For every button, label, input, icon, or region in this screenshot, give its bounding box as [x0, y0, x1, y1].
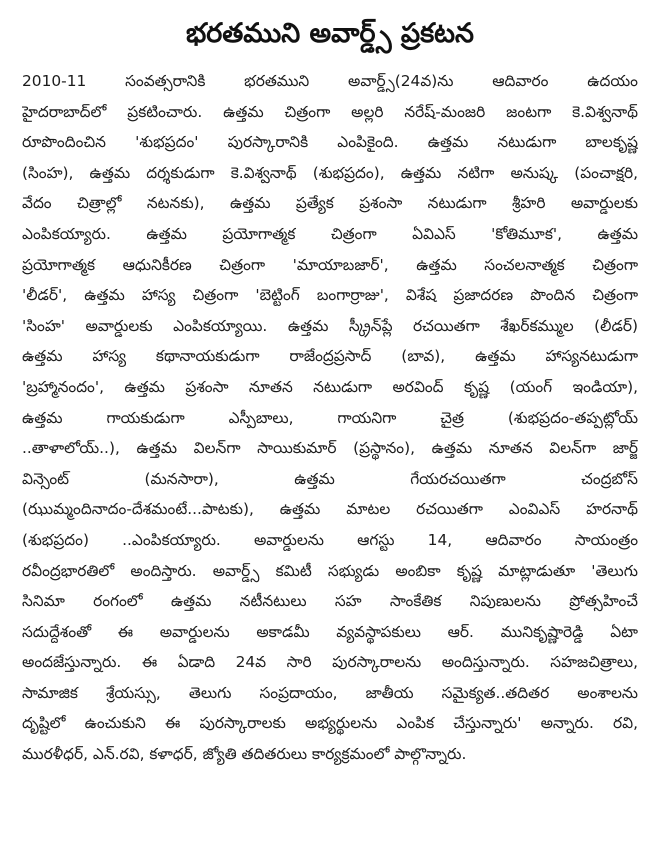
article-line: హైదరాబాద్‌లో ప్రకటించారు. ఉత్తమ చిత్రంగా అల్లరి నరేష్-మంజరి జంటగా కె.విశ్వనాథ్	[22, 102, 638, 121]
article-line: ఉత్తమ గాయకుడుగా ఎస్పీబాలు, గాయనిగా చైత్ర (శుభప్రదం-తప్పట్లోయ్	[22, 408, 638, 427]
article-line: ప్రయోగాత్మక ఆధునికీరణ చిత్రంగా 'మాయాబజార్', ఉత్తమ సంచలనాత్మక చిత్రంగా	[22, 255, 638, 274]
article-line: ఎంపికయ్యారు. ఉత్తమ ప్రయోగాత్మక చిత్రంగా ఏవిఎస్ 'కోతిమూక', ఉత్తమ	[22, 224, 638, 243]
article-line: (శుభప్రదం) ..ఎంపికయ్యారు. అవార్డులను ఆగస్టు 14, ఆదివారం సాయంత్రం	[22, 530, 638, 549]
article-line: 'బ్రహ్మానందం', ఉత్తమ ప్రశంసా నూతన నటుడుగా అరవింద్ కృష్ణ (యంగ్ ఇండియా),	[22, 377, 638, 396]
article-line: సినిమా రంగంలో ఉత్తమ నటీనటులు సహ సాంకేతిక నిపుణులను ప్రోత్సహించే	[22, 592, 638, 611]
article-line: విన్సెంట్ (మనసారా), ఉత్తమ గేయరచయితగా చంద్రబోస్	[22, 469, 638, 488]
article-line: సామాజిక శ్రేయస్సు, తెలుగు సంప్రదాయం, జాతీయ సమైక్యత..తదితర అంశాలను	[22, 683, 638, 702]
article-line: రూపొందించిన 'శుభప్రదం' పురస్కారానికి ఎంపికైంది. ఉత్తమ నటుడుగా బాలకృష్ణ	[22, 133, 638, 152]
article-line: దృష్టిలో ఉంచుకుని ఈ పురస్కారాలకు అభ్యర్థులను ఎంపిక చేస్తున్నారు' అన్నారు. రవి,	[22, 714, 638, 733]
article-line: ఉత్తమ హాస్య కథానాయకుడుగా రాజేంద్రప్రసాద్ (బావ), ఉత్తమ హాస్యనటుడుగా	[22, 347, 638, 366]
article-body	[22, 66, 638, 770]
article-line: సదుద్దేశంతో ఈ అవార్డులను అకాడమీ వ్యవస్థాపకులు ఆర్. మునికృష్ణారెడ్డి ఏటా	[22, 622, 638, 641]
article-line: అందజేస్తున్నారు. ఈ ఏడాది 24వ సారి పురస్కారాలను అందిస్తున్నారు. సహజచిత్రాలు,	[22, 653, 638, 672]
article-line: (సింహ), ఉత్తమ దర్శకుడుగా కె.విశ్వనాథ్ (శుభప్రదం), ఉత్తమ నటిగా అనుష్క (పంచాక్షరి,	[22, 163, 638, 182]
article-line: 'సింహ' అవార్డులకు ఎంపికయ్యాయి. ఉత్తమ స్క్రీన్‌ప్లే రచయితగా శేఖర్‌కమ్ముల (లీడర్)	[22, 316, 638, 335]
article-line: 'లీడర్', ఉత్తమ హాస్య చిత్రంగా 'బెట్టింగ్ బంగార్రాజు', విశేష ప్రజాదరణ పొందిన చిత్రంగా	[22, 286, 638, 305]
article-headline: భరతముని అవార్డ్స్ ప్రకటన	[186, 18, 474, 49]
article-line: 2010-11 సంవత్సరానికి భరతముని అవార్డ్స్(24వ)ను ఆదివారం ఉదయం	[22, 72, 638, 90]
article-line: (ఝుమ్మందినాదం-దేశమంటే...పాటకు), ఉత్తమ మాటల రచయితగా ఎంవిఎస్ హరనాథ్	[22, 500, 638, 519]
article-line: మురళీధర్, ఎన్.రవి, కళాధర్, జ్యోతి తదితరులు కార్యక్రమంలో పాల్గొన్నారు.	[22, 745, 467, 764]
article-line: రవీంద్రభారతిలో అందిస్తారు. అవార్డ్స్ కమిటీ సభ్యుడు అంబికా కృష్ణ మాట్లాడుతూ 'తెలుగు	[22, 561, 638, 580]
article-line: ..తాళాలోయ్..), ఉత్తమ విలన్‌గా సాయికుమార్ (ప్రస్థానం), ఉత్తమ నూతన విలన్‌గా జార్జ్	[22, 439, 638, 458]
article-line: వేదం చిత్రాల్లో నటనకు), ఉత్తమ ప్రత్యేక ప్రశంసా నటుడుగా శ్రీహరి అవార్డులకు	[22, 194, 638, 213]
